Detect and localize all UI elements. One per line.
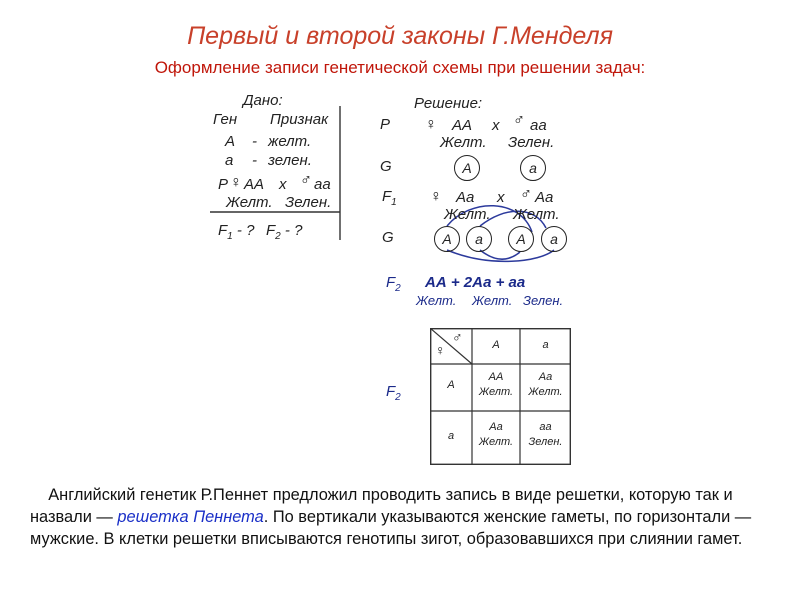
f1-female-phenotype: Желт.	[444, 206, 491, 223]
gamete-circle: а	[541, 226, 567, 252]
given-row1-trait: желт.	[268, 133, 312, 150]
f1-male-symbol-icon: ♂	[520, 186, 532, 203]
punnett-row-label: $F_2$	[386, 383, 401, 403]
punnett-cell-22: аа Зелен.	[528, 421, 563, 448]
p-male-symbol-icon: ♂	[513, 112, 525, 129]
p-male-genotype: аа	[530, 117, 547, 134]
p-female-phenotype: Желт.	[440, 134, 487, 151]
punnett-square	[430, 328, 571, 465]
p-female-genotype: АА	[452, 117, 473, 134]
punnett-col-header-1: А	[492, 339, 500, 351]
row-label-f1: $F_1$	[382, 188, 397, 208]
solution-header: Решение:	[414, 95, 483, 112]
punnett-col-header-2: а	[542, 339, 549, 351]
row-label-g1: G	[380, 158, 392, 175]
f1-cross-x: х	[497, 189, 505, 206]
f1-female-genotype: Аа	[456, 189, 475, 206]
punnett-cell-21: Аа Желт.	[478, 421, 514, 448]
gamete-circle: а	[466, 226, 492, 252]
page-title: Первый и второй законы Г.Менделя	[187, 22, 613, 50]
male-symbol-icon: ♂	[300, 172, 312, 189]
given-row1-gene: А	[225, 133, 236, 150]
given-row2-dash: -	[252, 152, 257, 169]
given-row2-gene: а	[225, 152, 234, 169]
row-label-f2: $F_2$	[386, 274, 401, 294]
punnett-row-header-2: а	[447, 430, 455, 442]
f2-formula: АА + 2Аа + аа	[425, 274, 526, 291]
given-cross-female-geno: АА	[244, 176, 265, 193]
given-question-f2: $F_2$ - ?	[266, 222, 303, 242]
punnett-cell-12: Аа Желт.	[528, 371, 563, 398]
punnett-term: решетка Пеннета	[117, 508, 264, 526]
gamete-circle: А	[508, 226, 534, 252]
given-cross-p: Р	[218, 176, 229, 193]
p-male-phenotype: Зелен.	[508, 134, 555, 151]
given-cross-male-geno: аа	[314, 176, 331, 193]
female-symbol-icon: ♀	[230, 174, 242, 191]
f2-phenotype-3: Зелен.	[523, 293, 564, 308]
given-row1-dash: -	[252, 133, 257, 150]
gamete-circle: а	[520, 155, 546, 181]
row-label-p: Р	[380, 116, 391, 133]
punnett-cell-11: АА Желт.	[478, 371, 514, 398]
given-question-f1: $F_1$ - ?	[218, 222, 255, 242]
given-header: Дано:	[243, 92, 283, 109]
given-col-trait: Признак	[270, 111, 329, 128]
row-label-g2: G	[382, 229, 394, 246]
gamete-arc-4	[480, 250, 520, 259]
p-female-symbol-icon: ♀	[425, 116, 437, 133]
given-col-gene: Ген	[213, 111, 238, 128]
page-subtitle: Оформление записи генетической схемы при решении задач:	[154, 58, 646, 77]
f1-male-genotype: Аа	[535, 189, 554, 206]
grid-female-symbol-icon: ♀	[435, 342, 446, 358]
f1-female-symbol-icon: ♀	[430, 188, 442, 205]
given-cross-female-pheno: Желт.	[226, 194, 273, 211]
gamete-circle: А	[454, 155, 480, 181]
given-row2-trait: зелен.	[268, 152, 312, 169]
f2-phenotype-2: Желт.	[472, 293, 513, 308]
grid-male-symbol-icon: ♂	[452, 329, 463, 345]
description-paragraph: Английский генетик Р.Пеннет предложил проводить запись в виде решетки, которую так и назвали — решетка Пеннета. По вертикали указываются женские гаметы, по горизонтали — мужские. В клетки решетки вписываются генотипы зигот, образовавшихся при слиянии гамет.	[30, 486, 752, 548]
given-cross-male-pheno: Зелен.	[285, 194, 332, 211]
punnett-row-header-1: А	[447, 379, 455, 391]
f1-male-phenotype: Желт.	[513, 206, 560, 223]
gamete-circle: А	[434, 226, 460, 252]
given-cross-x: х	[279, 176, 287, 193]
p-cross-x: х	[492, 117, 500, 134]
f2-phenotype-1: Желт.	[416, 293, 457, 308]
